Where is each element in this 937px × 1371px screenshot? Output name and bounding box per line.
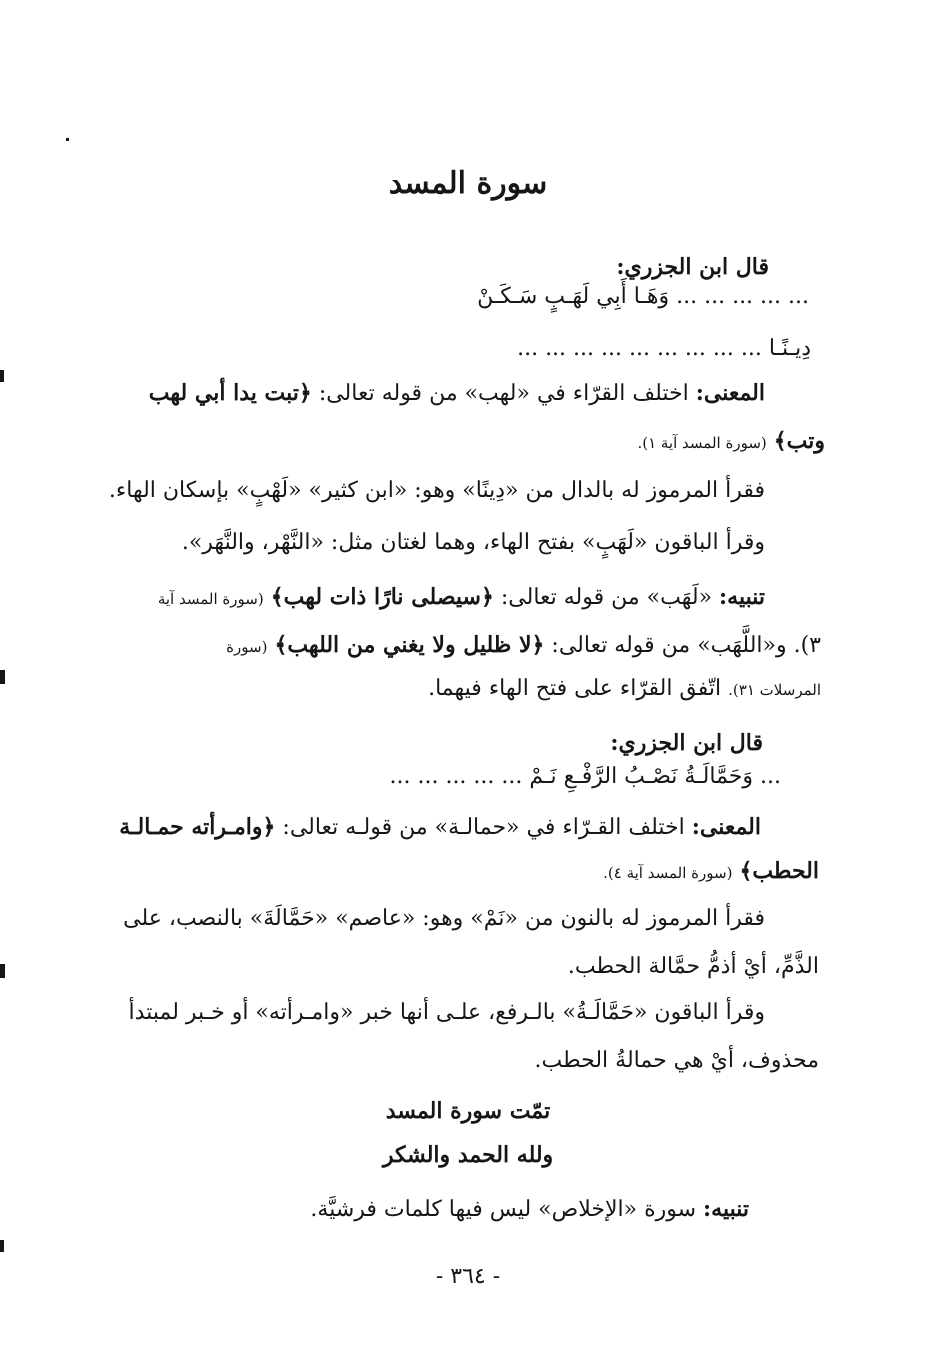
surah-reference: المرسلات ٣١). — [728, 681, 821, 699]
quran-quote: الحطب﴾ — [739, 858, 819, 884]
quran-quote: ﴿وامـرأته حمـالـة — [119, 814, 276, 840]
scan-speck — [0, 964, 5, 978]
praise-line: ولله الحمد والشكر — [382, 1142, 554, 1168]
surah-title: سورة المسد — [388, 166, 548, 201]
section1-paragraph2: وقرأ الباقون «لَهَبٍ» بفتح الهاء، وهما لغتان مثل: «النَّهْر، والنَّهَر». — [181, 530, 765, 555]
surah-reference: (سورة المسد آية ١). — [637, 434, 767, 452]
section1-note-line1 — [158, 584, 765, 611]
page-number: - ٣٦٤ - — [435, 1264, 501, 1289]
section1-meaning-line1 — [149, 380, 765, 407]
surah-reference: (سورة المسد آية — [157, 590, 264, 608]
note-text: اتّفق القرّاء على فتح الهاء فيهما. — [428, 676, 722, 701]
section1-note-line2 — [226, 632, 821, 659]
section1-verse-line1: ... ... ... ... ... وَهَـا أَبِي لَهَـبٍ سَـكَـنْ — [477, 284, 809, 309]
note-label: تنبيه: — [719, 584, 765, 610]
scan-speck — [0, 670, 5, 684]
note-text: ٣). و«اللَّهَب» من قوله تعالى: — [551, 633, 821, 658]
section1-heading: قال ابن الجزري: — [616, 254, 769, 280]
note-label: تنبيه: — [703, 1196, 749, 1222]
note-text: سورة «الإخلاص» ليس فيها كلمات فرشيَّة. — [310, 1197, 697, 1222]
meaning-text: اختلف القـرّاء في «حمالـة» من قولـه تعالى: — [282, 815, 685, 840]
quran-quote: ﴿سيصلى نارًا ذات لهب﴾ — [270, 584, 494, 610]
section2-paragraph1-line2: الذَّمِّ، أيْ أذمُّ حمَّالة الحطب. — [567, 954, 819, 979]
section1-verse-line2: دِيـنًـا ... ... ... ... ... ... ... ... ... — [517, 336, 811, 361]
quran-quote: وتب﴾ — [773, 428, 825, 454]
surah-reference: (سورة — [226, 638, 268, 656]
scan-speck — [0, 1240, 4, 1252]
scan-speck — [0, 370, 4, 382]
quran-quote: ﴿تبت يدا أبي لهب — [148, 380, 312, 406]
surah-reference: (سورة المسد آية ٤). — [603, 864, 733, 882]
section1-meaning-line2 — [637, 428, 825, 455]
section2-verse-line: ... وَحَمَّالَـةُ نَصْـبُ الرَّفْـعِ نَـمْ ... ... ... ... ... — [389, 764, 781, 789]
section2-paragraph2-line2: محذوف، أيْ هي حمالةُ الحطب. — [534, 1048, 819, 1073]
section1-paragraph1: فقرأ المرموز له بالدال من «دِينًا» وهو: «ابن كثير» «لَهْبٍ» بإسكان الهاء. — [108, 478, 765, 503]
meaning-text: اختلف القرّاء في «لهب» من قوله تعالى: — [318, 381, 689, 406]
quran-quote: ﴿لا ظليل ولا يغني من اللهب﴾ — [274, 632, 545, 658]
section1-note-line3 — [428, 676, 821, 702]
note-text: «لَهَب» من قوله تعالى: — [500, 585, 713, 610]
surah-end-line: تمّت سورة المسد — [385, 1098, 551, 1124]
section2-paragraph2-line1: وقرأ الباقون «حَمَّالَـةُ» بالـرفع، علـى أنها خبر «وامـرأته» أو خـبر لمبتدأ — [128, 1000, 765, 1025]
section2-meaning-line2 — [603, 858, 819, 885]
section2-meaning-line1 — [119, 814, 761, 841]
meaning-label: المعنى: — [691, 814, 761, 840]
closing-note — [310, 1196, 749, 1223]
meaning-label: المعنى: — [695, 380, 765, 406]
scan-speck — [66, 138, 69, 141]
section2-paragraph1-line1: فقرأ المرموز له بالنون من «نَمْ» وهو: «عاصم» «حَمَّالَةَ» بالنصب، على — [123, 906, 765, 931]
section2-heading: قال ابن الجزري: — [610, 730, 763, 756]
